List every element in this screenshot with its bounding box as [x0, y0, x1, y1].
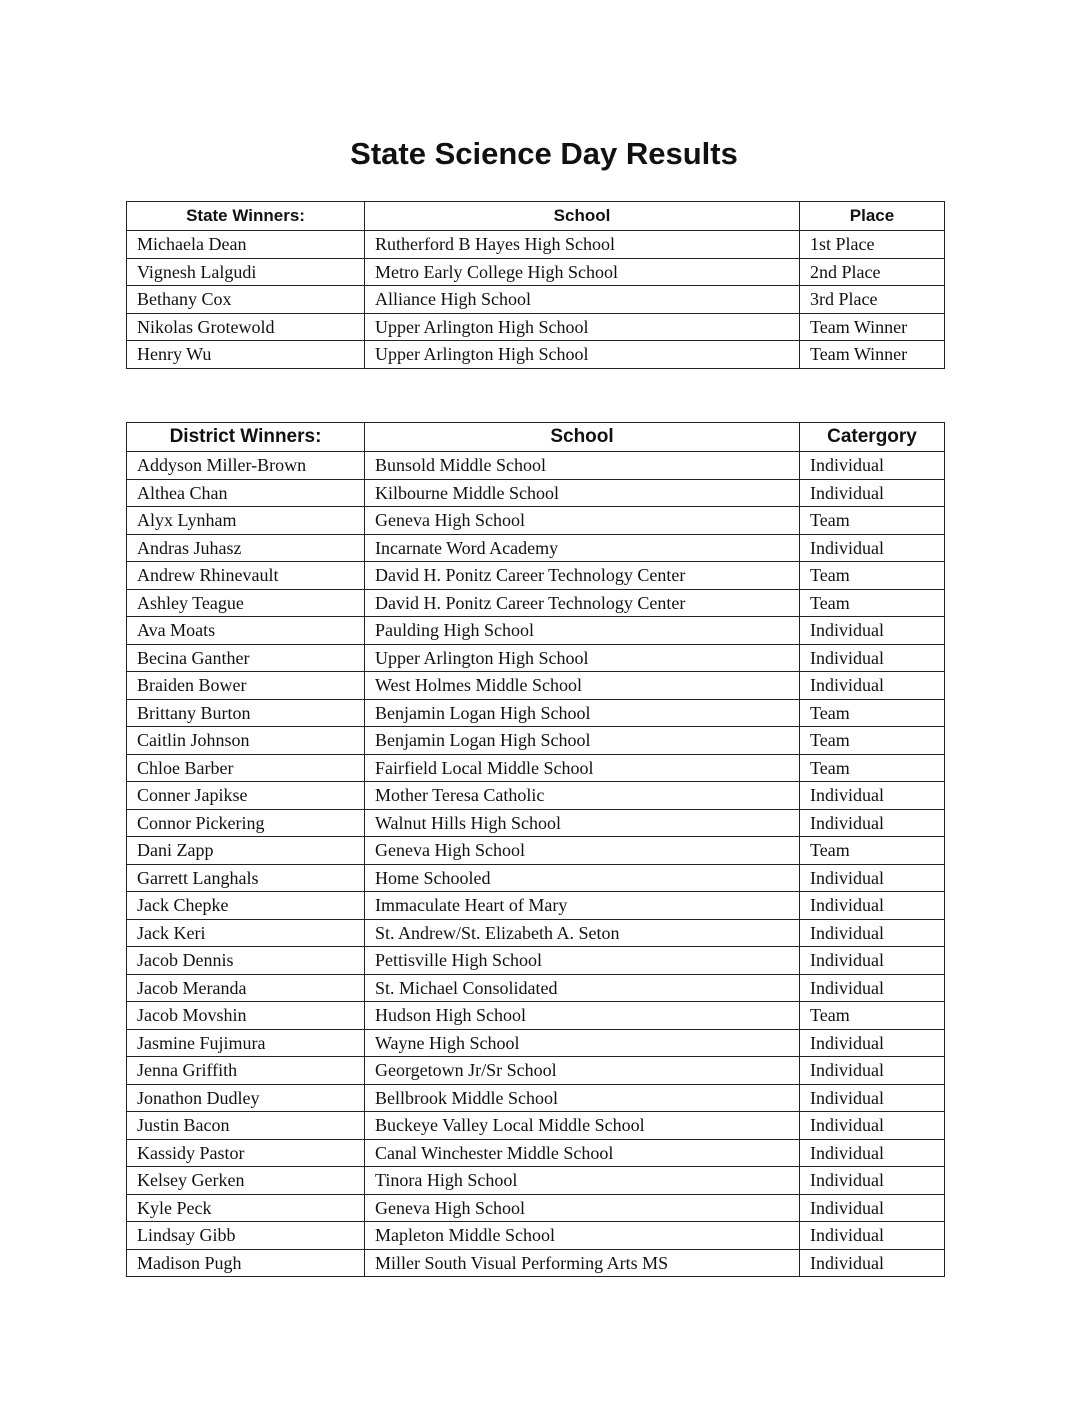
table-row	[127, 507, 945, 535]
school-cell: Pettisville High School	[365, 947, 800, 975]
place-cell: 3rd Place	[800, 286, 945, 314]
school-cell: Metro Early College High School	[365, 258, 800, 286]
table-row	[127, 1139, 945, 1167]
school-cell: Paulding High School	[365, 617, 800, 645]
table-row	[127, 672, 945, 700]
category-cell: Individual	[800, 1084, 945, 1112]
category-cell: Individual	[800, 1194, 945, 1222]
category-cell: Team	[800, 1002, 945, 1030]
winner-name-cell: Jasmine Fujimura	[127, 1029, 365, 1057]
table-row	[127, 699, 945, 727]
school-cell: Geneva High School	[365, 837, 800, 865]
winner-name-cell: Nikolas Grotewold	[127, 313, 365, 341]
winner-name-cell: Jacob Dennis	[127, 947, 365, 975]
school-cell: Mother Teresa Catholic	[365, 782, 800, 810]
category-cell: Individual	[800, 1249, 945, 1277]
place-cell: 1st Place	[800, 231, 945, 259]
category-cell: Team	[800, 699, 945, 727]
school-cell: Walnut Hills High School	[365, 809, 800, 837]
category-cell: Team	[800, 754, 945, 782]
category-cell: Individual	[800, 1222, 945, 1250]
school-cell: David H. Ponitz Career Technology Center	[365, 562, 800, 590]
table-row	[127, 258, 945, 286]
winner-name-cell: Connor Pickering	[127, 809, 365, 837]
column-header-place: Place	[800, 202, 945, 231]
table-row	[127, 919, 945, 947]
winner-name-cell: Jack Chepke	[127, 892, 365, 920]
school-cell: Mapleton Middle School	[365, 1222, 800, 1250]
category-cell: Individual	[800, 864, 945, 892]
category-cell: Individual	[800, 617, 945, 645]
table-row	[127, 341, 945, 369]
table-row	[127, 837, 945, 865]
category-cell: Individual	[800, 672, 945, 700]
winner-name-cell: Althea Chan	[127, 479, 365, 507]
winner-name-cell: Jenna Griffith	[127, 1057, 365, 1085]
winner-name-cell: Jack Keri	[127, 919, 365, 947]
category-cell: Individual	[800, 534, 945, 562]
category-cell: Team	[800, 507, 945, 535]
school-cell: St. Michael Consolidated	[365, 974, 800, 1002]
category-cell: Individual	[800, 1029, 945, 1057]
winner-name-cell: Bethany Cox	[127, 286, 365, 314]
table-row	[127, 754, 945, 782]
table-row	[127, 947, 945, 975]
winner-name-cell: Caitlin Johnson	[127, 727, 365, 755]
winner-name-cell: Brittany Burton	[127, 699, 365, 727]
category-cell: Individual	[800, 452, 945, 480]
table-row	[127, 809, 945, 837]
school-cell: Benjamin Logan High School	[365, 699, 800, 727]
category-cell: Individual	[800, 782, 945, 810]
place-cell: Team Winner	[800, 341, 945, 369]
winner-name-cell: Kelsey Gerken	[127, 1167, 365, 1195]
table-row	[127, 1084, 945, 1112]
school-cell: Rutherford B Hayes High School	[365, 231, 800, 259]
winner-name-cell: Chloe Barber	[127, 754, 365, 782]
state-winners-body	[127, 231, 945, 369]
category-cell: Individual	[800, 1139, 945, 1167]
school-cell: Geneva High School	[365, 1194, 800, 1222]
winner-name-cell: Madison Pugh	[127, 1249, 365, 1277]
winner-name-cell: Jacob Meranda	[127, 974, 365, 1002]
state-winners-table	[126, 201, 945, 369]
table-row	[127, 479, 945, 507]
table-row	[127, 1167, 945, 1195]
district-winners-table	[126, 422, 945, 1277]
table-row	[127, 644, 945, 672]
school-cell: Alliance High School	[365, 286, 800, 314]
category-cell: Individual	[800, 809, 945, 837]
category-cell: Individual	[800, 947, 945, 975]
school-cell: Tinora High School	[365, 1167, 800, 1195]
table-row	[127, 1249, 945, 1277]
place-cell: Team Winner	[800, 313, 945, 341]
school-cell: Home Schooled	[365, 864, 800, 892]
winner-name-cell: Conner Japikse	[127, 782, 365, 810]
winner-name-cell: Jacob Movshin	[127, 1002, 365, 1030]
column-header-state-winners: State Winners:	[127, 202, 365, 231]
winner-name-cell: Addyson Miller-Brown	[127, 452, 365, 480]
winner-name-cell: Ashley Teague	[127, 589, 365, 617]
winner-name-cell: Garrett Langhals	[127, 864, 365, 892]
school-cell: Kilbourne Middle School	[365, 479, 800, 507]
district-winners-body	[127, 452, 945, 1277]
category-cell: Individual	[800, 974, 945, 1002]
table-row	[127, 1194, 945, 1222]
winner-name-cell: Jonathon Dudley	[127, 1084, 365, 1112]
table-header-row	[127, 423, 945, 452]
winner-name-cell: Lindsay Gibb	[127, 1222, 365, 1250]
table-row	[127, 727, 945, 755]
winner-name-cell: Justin Bacon	[127, 1112, 365, 1140]
school-cell: Miller South Visual Performing Arts MS	[365, 1249, 800, 1277]
table-row	[127, 452, 945, 480]
column-header-school: School	[365, 423, 800, 452]
winner-name-cell: Alyx Lynham	[127, 507, 365, 535]
winner-name-cell: Andras Juhasz	[127, 534, 365, 562]
column-header-school: School	[365, 202, 800, 231]
school-cell: Upper Arlington High School	[365, 341, 800, 369]
table-header-row	[127, 202, 945, 231]
table-row	[127, 892, 945, 920]
winner-name-cell: Becina Ganther	[127, 644, 365, 672]
category-cell: Individual	[800, 644, 945, 672]
table-row	[127, 1002, 945, 1030]
category-cell: Team	[800, 727, 945, 755]
place-cell: 2nd Place	[800, 258, 945, 286]
winner-name-cell: Braiden Bower	[127, 672, 365, 700]
category-cell: Individual	[800, 892, 945, 920]
category-cell: Individual	[800, 1112, 945, 1140]
school-cell: Canal Winchester Middle School	[365, 1139, 800, 1167]
school-cell: Incarnate Word Academy	[365, 534, 800, 562]
winner-name-cell: Henry Wu	[127, 341, 365, 369]
table-row	[127, 617, 945, 645]
table-row	[127, 1029, 945, 1057]
school-cell: West Holmes Middle School	[365, 672, 800, 700]
category-cell: Team	[800, 562, 945, 590]
winner-name-cell: Vignesh Lalgudi	[127, 258, 365, 286]
school-cell: Benjamin Logan High School	[365, 727, 800, 755]
category-cell: Team	[800, 837, 945, 865]
winner-name-cell: Ava Moats	[127, 617, 365, 645]
school-cell: Bunsold Middle School	[365, 452, 800, 480]
table-row	[127, 864, 945, 892]
winner-name-cell: Michaela Dean	[127, 231, 365, 259]
table-row	[127, 231, 945, 259]
category-cell: Individual	[800, 479, 945, 507]
table-row	[127, 286, 945, 314]
winner-name-cell: Dani Zapp	[127, 837, 365, 865]
school-cell: St. Andrew/St. Elizabeth A. Seton	[365, 919, 800, 947]
table-row	[127, 1222, 945, 1250]
category-cell: Individual	[800, 1167, 945, 1195]
table-row	[127, 313, 945, 341]
school-cell: Bellbrook Middle School	[365, 1084, 800, 1112]
column-header-district-winners: District Winners:	[127, 423, 365, 452]
school-cell: Upper Arlington High School	[365, 644, 800, 672]
winner-name-cell: Andrew Rhinevault	[127, 562, 365, 590]
category-cell: Individual	[800, 1057, 945, 1085]
column-header-category: Catergory	[800, 423, 945, 452]
school-cell: Fairfield Local Middle School	[365, 754, 800, 782]
school-cell: David H. Ponitz Career Technology Center	[365, 589, 800, 617]
table-row	[127, 1057, 945, 1085]
category-cell: Team	[800, 589, 945, 617]
winner-name-cell: Kassidy Pastor	[127, 1139, 365, 1167]
category-cell: Individual	[800, 919, 945, 947]
school-cell: Immaculate Heart of Mary	[365, 892, 800, 920]
school-cell: Wayne High School	[365, 1029, 800, 1057]
school-cell: Hudson High School	[365, 1002, 800, 1030]
school-cell: Buckeye Valley Local Middle School	[365, 1112, 800, 1140]
school-cell: Upper Arlington High School	[365, 313, 800, 341]
table-row	[127, 534, 945, 562]
school-cell: Georgetown Jr/Sr School	[365, 1057, 800, 1085]
table-row	[127, 562, 945, 590]
table-row	[127, 782, 945, 810]
table-row	[127, 974, 945, 1002]
table-row	[127, 1112, 945, 1140]
table-row	[127, 589, 945, 617]
page-title: State Science Day Results	[350, 136, 738, 171]
winner-name-cell: Kyle Peck	[127, 1194, 365, 1222]
school-cell: Geneva High School	[365, 507, 800, 535]
